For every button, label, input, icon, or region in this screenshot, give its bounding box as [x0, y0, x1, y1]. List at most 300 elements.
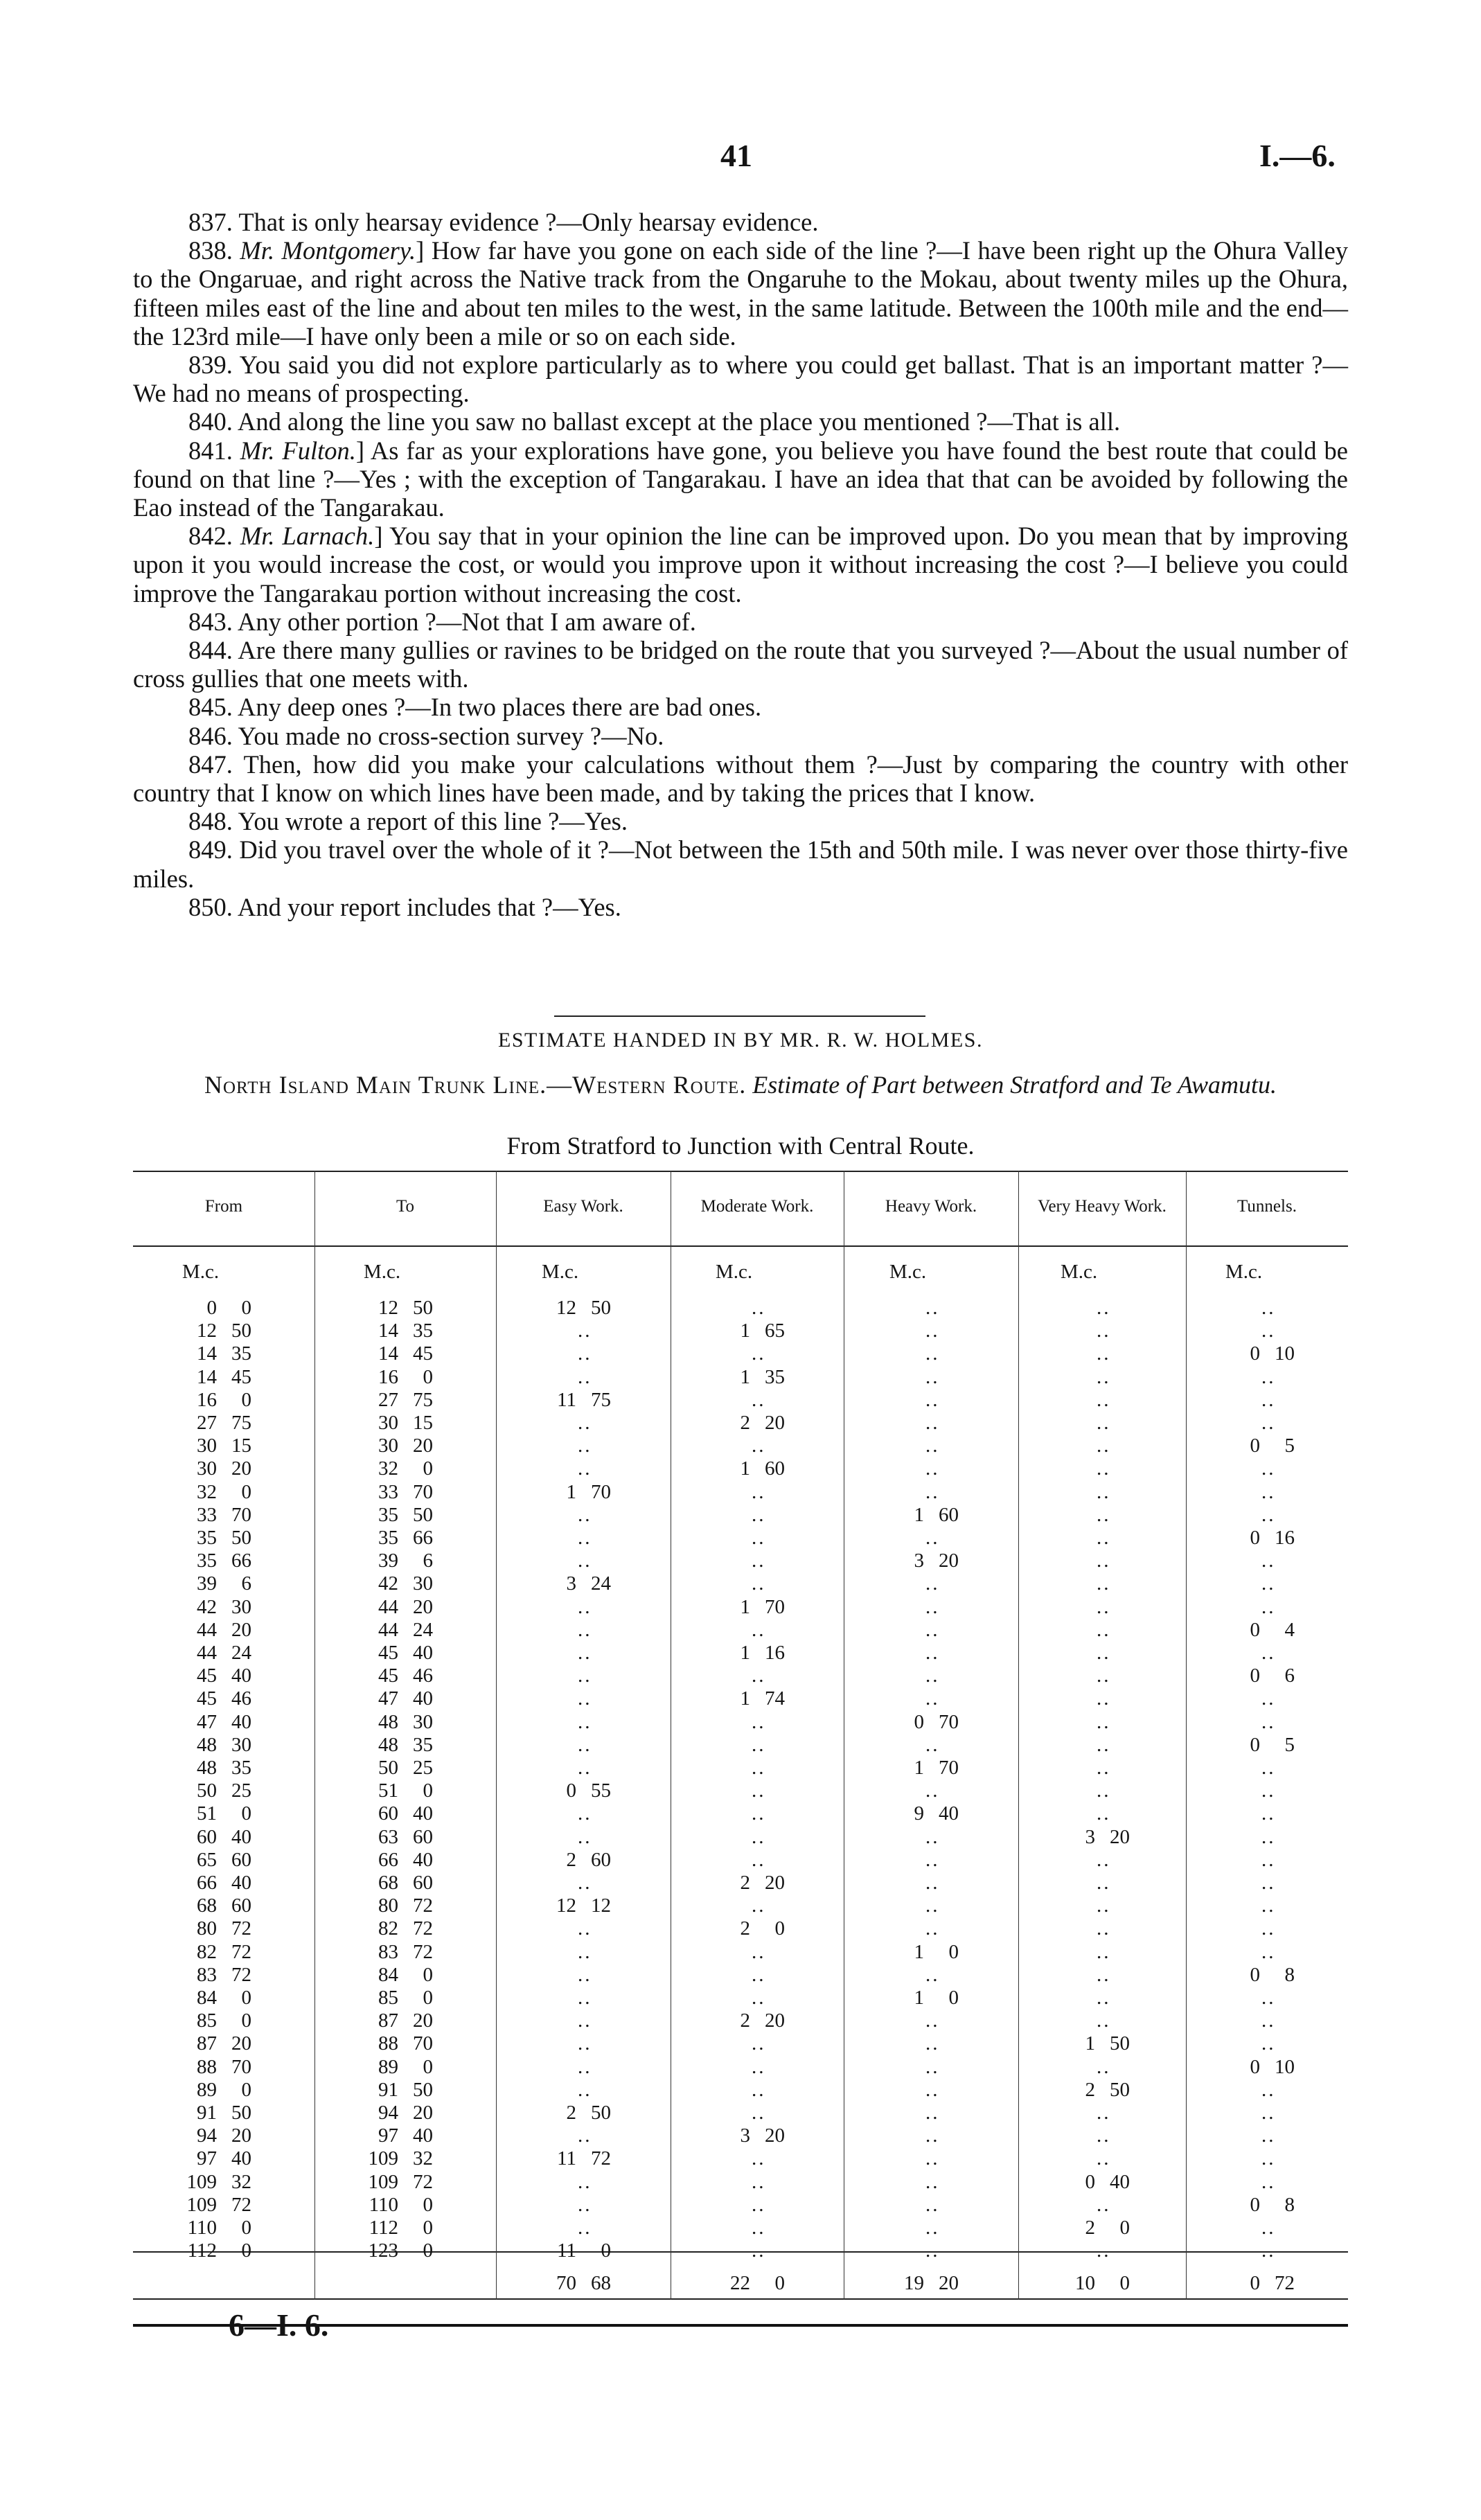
table-row: [133, 1711, 1348, 1734]
chains-value: 60: [939, 1503, 959, 1526]
empty-cell: ..: [752, 1963, 766, 1986]
miles-value: 45: [378, 1665, 398, 1687]
miles-value: 0: [1250, 1342, 1260, 1365]
miles-value: M.: [716, 1261, 739, 1283]
miles-value: 88: [378, 2032, 398, 2055]
empty-cell: ..: [1261, 1572, 1276, 1595]
chains-value: 35: [765, 1365, 785, 1388]
empty-cell: ..: [1097, 1780, 1111, 1802]
empty-cell: ..: [1261, 1480, 1276, 1503]
empty-cell: ..: [1097, 1895, 1111, 1917]
chains-value: 20: [765, 2124, 785, 2147]
miles-value: 110: [369, 2193, 398, 2216]
table-cell: [364, 1734, 433, 1757]
table-cell: [182, 1757, 251, 1780]
table-cell: [364, 2194, 433, 2217]
footer-signature: 6—I. 6.: [229, 2307, 329, 2343]
empty-cell: ..: [578, 1365, 592, 1388]
empty-cell: ..: [752, 1435, 766, 1457]
empty-cell: ..: [578, 1665, 592, 1687]
miles-value: 2: [566, 1848, 576, 1871]
empty-cell: ..: [578, 2193, 592, 2216]
chains-value: 75: [591, 1388, 611, 1411]
miles-value: 109: [368, 2170, 398, 2193]
table-cell: [182, 1872, 251, 1895]
table-cell: [364, 1572, 433, 1595]
table-cell: [364, 1619, 433, 1642]
table-cell: [182, 2239, 251, 2262]
miles-value: 2: [740, 2009, 750, 2032]
empty-cell: ..: [1097, 1320, 1111, 1342]
chains-value: 6: [423, 1550, 433, 1572]
miles-value: 0: [1250, 1435, 1260, 1457]
chains-value: 50: [231, 1527, 251, 1549]
empty-cell: ..: [752, 1733, 766, 1756]
empty-cell: ..: [1261, 2217, 1276, 2239]
miles-value: M.: [1225, 1261, 1249, 1283]
chains-value: 40: [231, 1710, 251, 1733]
empty-cell: ..: [578, 2078, 592, 2101]
table-cell: [182, 1297, 251, 1320]
chains-value: 66: [413, 1527, 433, 1549]
table-cell: [542, 1780, 611, 1802]
table-row: [133, 1687, 1348, 1710]
empty-cell: ..: [752, 2193, 766, 2216]
empty-cell: ..: [578, 1987, 592, 2009]
table-row: [133, 1481, 1348, 1504]
table-cell: [364, 2147, 433, 2170]
chains-value: 12: [591, 1895, 611, 1917]
table-cell: [364, 1527, 433, 1550]
question-text: How far have you gone on each side of the line ?—I have been right up the Ohura Valley to the Ongaruae, and right across the Native track from the Ongaruhe to the Mokau, about twenty miles up the Ohura, fifteen miles east of the line and about ten miles to the west, in the same latitude. Between the 100th mile and the end—the 123rd mile—I have only been a mile or so on each side.: [133, 236, 1349, 351]
empty-cell: ..: [1097, 1480, 1111, 1503]
table-cell: [364, 1757, 433, 1780]
table-cell: [1061, 2171, 1130, 2194]
chains-value: 0: [948, 1987, 959, 2009]
table-cell: [889, 1757, 959, 1780]
chains-value: 32: [413, 2147, 433, 2170]
table-row: [133, 1342, 1348, 1365]
miles-value: 123: [368, 2239, 398, 2262]
chains-value: 72: [413, 1940, 433, 1963]
miles-value: 89: [378, 2055, 398, 2078]
empty-cell: ..: [578, 2170, 592, 2193]
miles-value: 19: [904, 2272, 924, 2294]
empty-cell: ..: [752, 1987, 766, 2009]
empty-cell: ..: [1261, 2239, 1276, 2262]
chains-value: 20: [231, 2124, 251, 2147]
question-paragraph: [133, 351, 1348, 407]
table-cell: [182, 2009, 251, 2032]
chains-value: 72: [413, 2170, 433, 2193]
chains-value: 20: [413, 2102, 433, 2124]
table-row: [133, 1596, 1348, 1619]
miles-value: 30: [197, 1457, 217, 1480]
question-number: 840.: [188, 407, 238, 436]
empty-cell: ..: [1097, 1297, 1111, 1319]
miles-value: 45: [197, 1665, 217, 1687]
miles-value: 0: [1250, 2193, 1260, 2216]
chains-value: 24: [413, 1618, 433, 1641]
table-cell: [182, 1849, 251, 1872]
empty-cell: ..: [1097, 1618, 1111, 1641]
table-cell: [182, 1711, 251, 1734]
table-cell: [182, 1550, 251, 1572]
miles-value: 48: [197, 1757, 217, 1779]
table-cell: [364, 1457, 433, 1480]
empty-cell: ..: [1261, 1780, 1276, 1802]
table-cell: [716, 1642, 785, 1665]
chains-value: 5: [1284, 1435, 1295, 1457]
question-text: You say that in your opinion the line can be improved upon. Do you mean that by improving upon it you would increase the cost, or would you improve upon it without increasing the cost ?—I believe you could improve the Tangarakau portion without increasing the cost.: [133, 522, 1348, 607]
empty-cell: ..: [925, 1780, 940, 1802]
miles-value: 1: [914, 1987, 924, 2009]
chains-value: 0: [241, 1802, 251, 1825]
empty-cell: ..: [578, 1595, 592, 1618]
miles-value: 51: [378, 1780, 398, 1802]
miles-value: 0: [1250, 1963, 1260, 1986]
question-paragraph: [133, 693, 1348, 721]
empty-cell: ..: [578, 1872, 592, 1894]
empty-cell: ..: [1097, 1940, 1111, 1963]
miles-value: 60: [378, 1802, 398, 1825]
empty-cell: ..: [1097, 2009, 1111, 2032]
empty-cell: ..: [1261, 1365, 1276, 1388]
table-cell: [716, 1687, 785, 1710]
table-cell: [542, 1389, 611, 1412]
empty-cell: ..: [1261, 1825, 1276, 1848]
chains-value: 0: [423, 1963, 433, 1986]
chains-value: 0: [241, 2217, 251, 2239]
empty-cell: ..: [752, 1572, 766, 1595]
chains-value: 60: [413, 1872, 433, 1894]
miles-value: 97: [378, 2124, 398, 2147]
miles-value: 0: [1250, 1665, 1260, 1687]
column-header: Heavy Work.: [885, 1197, 977, 1216]
question-paragraph: 841. Mr. Fulton.] As far as your explorations have gone, you believe you have found the best route that could be found on that line ?—Yes ; with the exception of Tangarakau. I have an idea that that can be avoided by following the Eao instead of the Tangarakau.: [133, 436, 1348, 522]
speaker-name: Mr. Larnach.: [240, 522, 375, 551]
chains-value: 20: [765, 2009, 785, 2032]
empty-cell: ..: [578, 1457, 592, 1480]
table-cell: [182, 1481, 251, 1504]
chains-value: 30: [231, 1733, 251, 1756]
table-row: [133, 2032, 1348, 2055]
question-paragraph: [133, 208, 1348, 236]
chains-value: 20: [765, 1412, 785, 1434]
miles-value: 14: [197, 1342, 217, 1365]
empty-cell: ..: [925, 1457, 940, 1480]
empty-cell: ..: [1097, 1572, 1111, 1595]
chains-value: c.: [387, 1261, 401, 1283]
chains-value: 40: [231, 2147, 251, 2170]
table-cell: [364, 1366, 433, 1389]
unit-header: [1061, 1261, 1097, 1284]
chains-value: 30: [413, 1572, 433, 1595]
miles-value: 94: [378, 2102, 398, 2124]
table-row: [133, 1366, 1348, 1389]
empty-cell: ..: [1261, 1687, 1276, 1710]
table-rule: [133, 1171, 1348, 1172]
table-cell: [364, 2124, 433, 2147]
empty-cell: ..: [1261, 1297, 1276, 1319]
empty-cell: ..: [925, 1665, 940, 1687]
miles-value: 109: [368, 2147, 398, 2170]
miles-value: 27: [378, 1388, 398, 1411]
empty-cell: ..: [752, 1780, 766, 1802]
question-number: 842.: [188, 522, 240, 551]
miles-value: 84: [378, 1963, 398, 1986]
table-cell: [542, 2102, 611, 2124]
question-text: Then, how did you make your calculations without them ?—Just by comparing the country with other country that I know on which lines have been made, and by taking the prices that I know.: [133, 749, 1349, 808]
miles-value: 85: [378, 1987, 398, 2009]
table-row: [133, 1642, 1348, 1665]
chains-value: 35: [413, 1733, 433, 1756]
table-cell: [182, 2171, 251, 2194]
empty-cell: ..: [925, 2055, 940, 2078]
chains-value: 72: [231, 1963, 251, 1986]
table-cell: [182, 2032, 251, 2055]
chains-value: 30: [413, 1710, 433, 1733]
table-cell: [364, 1642, 433, 1665]
question-number: 841.: [188, 436, 240, 465]
miles-value: 3: [566, 1572, 576, 1595]
empty-cell: ..: [925, 1733, 940, 1756]
table-cell: [364, 1412, 433, 1435]
table-cell: [182, 1504, 251, 1527]
table-cell: [364, 2079, 433, 2102]
empty-cell: ..: [1097, 1710, 1111, 1733]
empty-cell: ..: [752, 1297, 766, 1319]
miles-value: 87: [197, 2032, 217, 2055]
question-paragraph: 842. Mr. Larnach.] You say that in your opinion the line can be improved upon. Do you mean that by improving upon it you would increase the cost, or would you improve upon it without increasing the cost ?—I believe you could improve the Tangarakau portion without increasing the cost.: [133, 522, 1348, 607]
table-row: [133, 1987, 1348, 2009]
miles-value: 50: [197, 1780, 217, 1802]
empty-cell: ..: [1261, 1388, 1276, 1411]
empty-cell: ..: [1261, 1412, 1276, 1434]
table-cell: [364, 1849, 433, 1872]
question-text: Did you travel over the whole of it ?—Not between the 15th and 50th mile. I was never over those thirty-five miles.: [133, 835, 1349, 893]
table-cell: [182, 1987, 251, 2009]
question-paragraph: [133, 407, 1348, 436]
section-divider: [554, 1015, 925, 1017]
empty-cell: ..: [925, 1642, 940, 1664]
empty-cell: ..: [752, 1480, 766, 1503]
empty-cell: ..: [925, 2170, 940, 2193]
empty-cell: ..: [752, 1503, 766, 1526]
table-cell: [364, 2009, 433, 2032]
table-cell: [716, 2124, 785, 2147]
empty-cell: ..: [925, 2032, 940, 2055]
column-header: From: [204, 1197, 243, 1216]
question-text: And along the line you saw no ballast except at the place you mentioned ?—That is all.: [238, 407, 1121, 436]
miles-value: 110: [187, 2217, 217, 2239]
table-cell: [364, 1780, 433, 1802]
empty-cell: ..: [1097, 1412, 1111, 1434]
table-cell: [182, 1826, 251, 1849]
unit-header: [364, 1261, 400, 1284]
miles-value: 60: [197, 1825, 217, 1848]
empty-cell: ..: [1261, 2078, 1276, 2101]
chains-value: 0: [1119, 2217, 1130, 2239]
table-cell: [182, 1619, 251, 1642]
column-header: Easy Work.: [543, 1197, 623, 1216]
table-cell: [364, 2239, 433, 2262]
miles-value: 39: [378, 1550, 398, 1572]
chains-value: 72: [413, 1895, 433, 1917]
miles-value: 44: [378, 1595, 398, 1618]
table-cell: [364, 1987, 433, 2009]
table-cell: [716, 1596, 785, 1619]
table-cell: [182, 1366, 251, 1389]
empty-cell: ..: [1261, 1987, 1276, 2009]
chains-value: 32: [231, 2170, 251, 2193]
table-cell: [364, 1297, 433, 1320]
miles-value: 48: [378, 1710, 398, 1733]
column-total: [1061, 2272, 1130, 2295]
empty-cell: ..: [1097, 1435, 1111, 1457]
empty-cell: ..: [752, 2078, 766, 2101]
empty-cell: ..: [578, 1917, 592, 1940]
chains-value: 0: [423, 2193, 433, 2216]
chains-value: 60: [231, 1848, 251, 1871]
miles-value: 2: [1085, 2217, 1095, 2239]
table-cell: [1225, 1619, 1295, 1642]
chains-value: 65: [765, 1320, 785, 1342]
table-cell: [182, 2056, 251, 2079]
miles-value: 14: [197, 1365, 217, 1388]
column-total: [889, 2272, 959, 2295]
table-row: [133, 1550, 1348, 1572]
empty-cell: ..: [1261, 1710, 1276, 1733]
table-cell: [364, 2056, 433, 2079]
question-number: 845.: [188, 693, 238, 722]
table-cell: [364, 2032, 433, 2055]
chains-value: c.: [205, 1261, 220, 1283]
table-cell: [889, 1987, 959, 2009]
empty-cell: ..: [1261, 1320, 1276, 1342]
table-row: [133, 1297, 1348, 1320]
miles-value: 83: [197, 1963, 217, 1986]
empty-cell: ..: [752, 1895, 766, 1917]
empty-cell: ..: [752, 1550, 766, 1572]
chains-value: 72: [1275, 2272, 1295, 2294]
miles-value: 0: [206, 1297, 217, 1319]
empty-cell: ..: [752, 1848, 766, 1871]
empty-cell: ..: [578, 1342, 592, 1365]
miles-value: 1: [740, 1595, 750, 1618]
table-cell: [364, 1917, 433, 1940]
chains-value: 0: [241, 2078, 251, 2101]
table-row: [133, 2124, 1348, 2147]
chains-value: 0: [423, 2217, 433, 2239]
empty-cell: ..: [925, 1388, 940, 1411]
chains-value: 0: [241, 2239, 251, 2262]
miles-value: 97: [197, 2147, 217, 2170]
table-cell: [1225, 1964, 1295, 1987]
empty-cell: ..: [1261, 2032, 1276, 2055]
chains-value: 10: [1275, 2055, 1295, 2078]
table-cell: [182, 2102, 251, 2124]
miles-value: 12: [378, 1297, 398, 1319]
chains-value: 75: [231, 1412, 251, 1434]
empty-cell: ..: [578, 2124, 592, 2147]
empty-cell: ..: [578, 1503, 592, 1526]
empty-cell: ..: [925, 1825, 940, 1848]
table-cell: [889, 1550, 959, 1572]
table-cell: [716, 1872, 785, 1895]
table-cell: [1225, 2194, 1295, 2217]
chains-value: 16: [765, 1642, 785, 1664]
miles-value: 30: [378, 1435, 398, 1457]
table-cell: [1061, 1826, 1130, 1849]
table-cell: [182, 1457, 251, 1480]
empty-cell: ..: [752, 2170, 766, 2193]
miles-value: 12: [556, 1895, 576, 1917]
chains-value: 20: [1110, 1825, 1130, 1848]
question-paragraph: [133, 607, 1348, 636]
table-cell: [182, 1389, 251, 1412]
miles-value: 45: [378, 1642, 398, 1664]
miles-value: 0: [914, 1710, 924, 1733]
chains-value: 45: [413, 1342, 433, 1365]
table-cell: [182, 2147, 251, 2170]
chains-value: 0: [774, 1917, 785, 1940]
miles-value: 27: [197, 1412, 217, 1434]
table-cell: [364, 1802, 433, 1825]
table-cell: [182, 1780, 251, 1802]
empty-cell: ..: [925, 1872, 940, 1894]
table-cell: [182, 1734, 251, 1757]
chains-value: 40: [1110, 2170, 1130, 2193]
miles-value: 33: [197, 1503, 217, 1526]
miles-value: 11: [557, 2147, 576, 2170]
miles-value: 2: [740, 1872, 750, 1894]
table-row: [133, 1389, 1348, 1412]
table-row: [133, 1895, 1348, 1917]
miles-value: 39: [197, 1572, 217, 1595]
miles-value: 35: [197, 1550, 217, 1572]
estimate-subtitle: [133, 1070, 1348, 1099]
miles-value: 80: [378, 1895, 398, 1917]
chains-value: 15: [413, 1412, 433, 1434]
empty-cell: ..: [752, 2217, 766, 2239]
miles-value: 0: [1250, 2055, 1260, 2078]
chains-value: c.: [1083, 1261, 1098, 1283]
empty-cell: ..: [1097, 1802, 1111, 1825]
chains-value: 46: [231, 1687, 251, 1710]
empty-cell: ..: [1097, 2147, 1111, 2170]
table-row: [133, 1412, 1348, 1435]
chains-value: 40: [413, 1642, 433, 1664]
table-row: [133, 2217, 1348, 2239]
table-row: [133, 1435, 1348, 1457]
chains-value: 40: [231, 1825, 251, 1848]
table-cell: [182, 1665, 251, 1687]
miles-value: 48: [378, 1733, 398, 1756]
table-cell: [716, 1917, 785, 1940]
empty-cell: ..: [578, 2217, 592, 2239]
empty-cell: ..: [1261, 1550, 1276, 1572]
miles-value: M.: [542, 1261, 565, 1283]
question-text: As far as your explorations have gone, you believe you have found the best route that could be found on that line ?—Yes ; with the exception of Tangarakau. I have an idea that that can be avoided by following the Eao instead of the Tangarakau.: [133, 436, 1348, 522]
table-cell: [182, 2194, 251, 2217]
unit-header: [716, 1261, 752, 1284]
chains-value: 20: [231, 2032, 251, 2055]
empty-cell: ..: [752, 2055, 766, 2078]
table-cell: [182, 1917, 251, 1940]
table-cell: [364, 1964, 433, 1987]
empty-cell: ..: [1097, 1388, 1111, 1411]
